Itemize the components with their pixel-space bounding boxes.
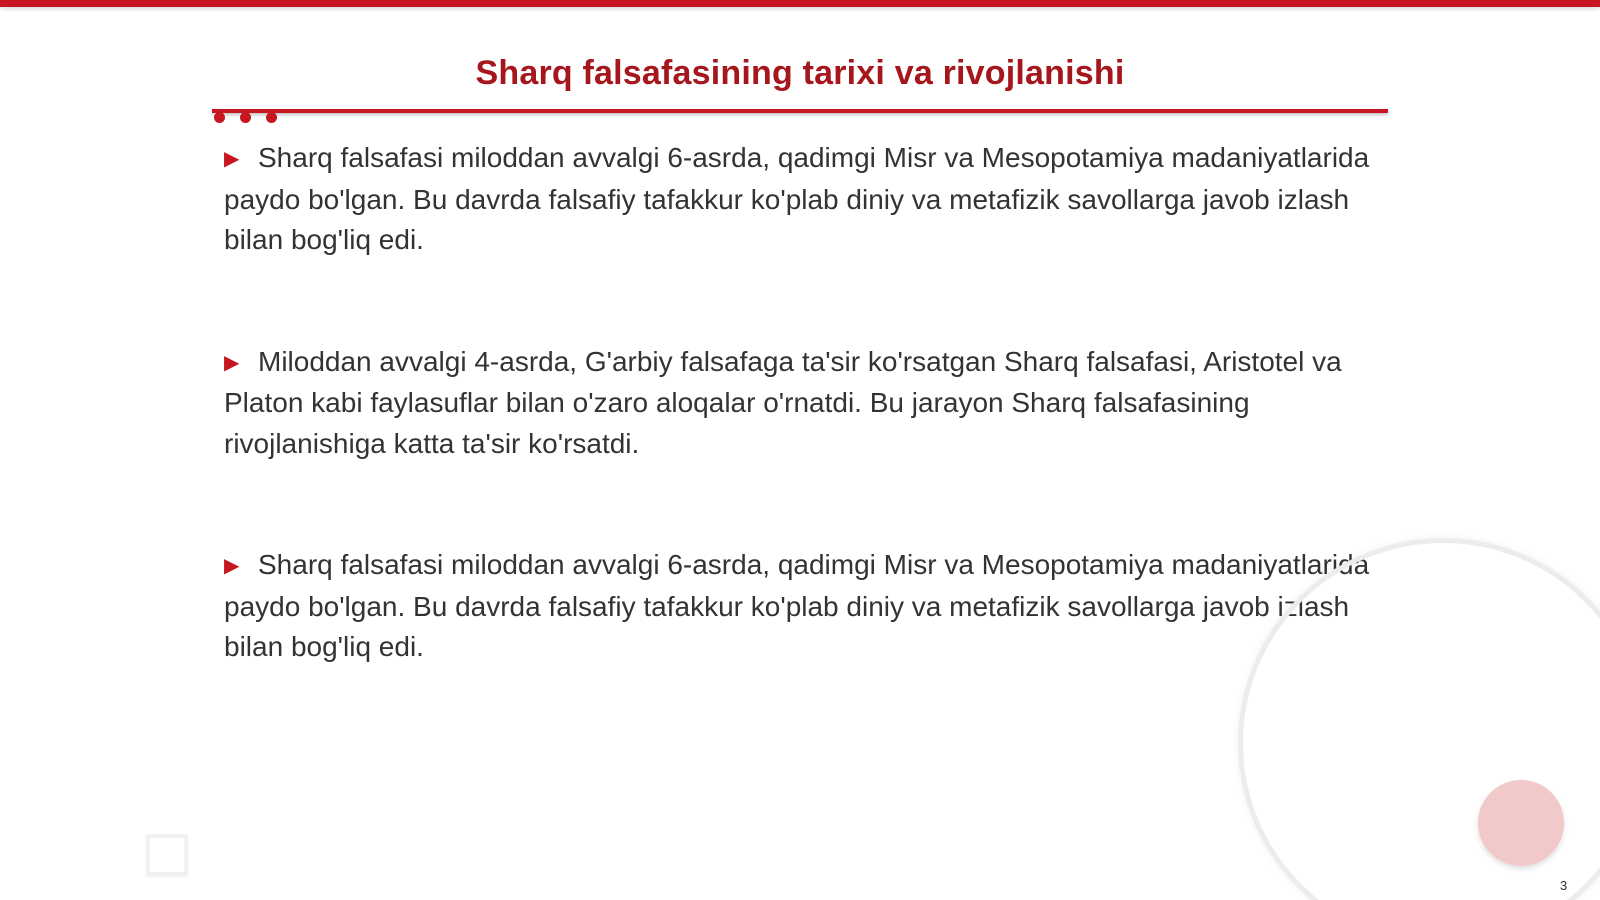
bullet-item	[224, 545, 1374, 668]
slide-title: Sharq falsafasining tarixi va rivojlanishi	[475, 54, 1125, 92]
bullet-list	[224, 138, 1374, 749]
decorative-dot-3	[266, 112, 277, 123]
bullet-item	[224, 342, 1374, 465]
decorative-pink-circle	[1478, 780, 1564, 866]
decorative-square	[146, 834, 188, 876]
decorative-dot-2	[240, 112, 251, 123]
top-accent-bar	[0, 0, 1600, 7]
bullet-text: Sharq falsafasi miloddan avvalgi 6-asrda, qadimgi Misr va Mesopotamiya madaniyatlarida paydo bo'lgan. Bu davrda falsafiy tafakkur ko'plab diniy va metafizik savollarga javob izlash bilan bog'liq edi.	[224, 549, 1370, 662]
bullet-arrow-icon: ▶	[224, 148, 240, 170]
bullet-item	[224, 138, 1374, 261]
page-number: 3	[1560, 878, 1568, 893]
bullet-arrow-icon: ▶	[224, 555, 240, 577]
title-underline	[212, 109, 1388, 113]
decorative-dot-1	[214, 112, 225, 123]
bullet-text: Sharq falsafasi miloddan avvalgi 6-asrda, qadimgi Misr va Mesopotamiya madaniyatlarida paydo bo'lgan. Bu davrda falsafiy tafakkur ko'plab diniy va metafizik savollarga javob izlash bilan bog'liq edi.	[224, 142, 1370, 255]
bullet-arrow-icon: ▶	[224, 351, 240, 374]
bullet-text: Miloddan avvalgi 4-asrda, G'arbiy falsafaga ta'sir ko'rsatgan Sharq falsafasi, Aristotel va Platon kabi faylasuflar bilan o'zaro aloqalar o'rnatdi. Bu jarayon Sharq falsafasining rivojlanishiga katta ta'sir ko'rsatdi.	[224, 345, 1342, 459]
